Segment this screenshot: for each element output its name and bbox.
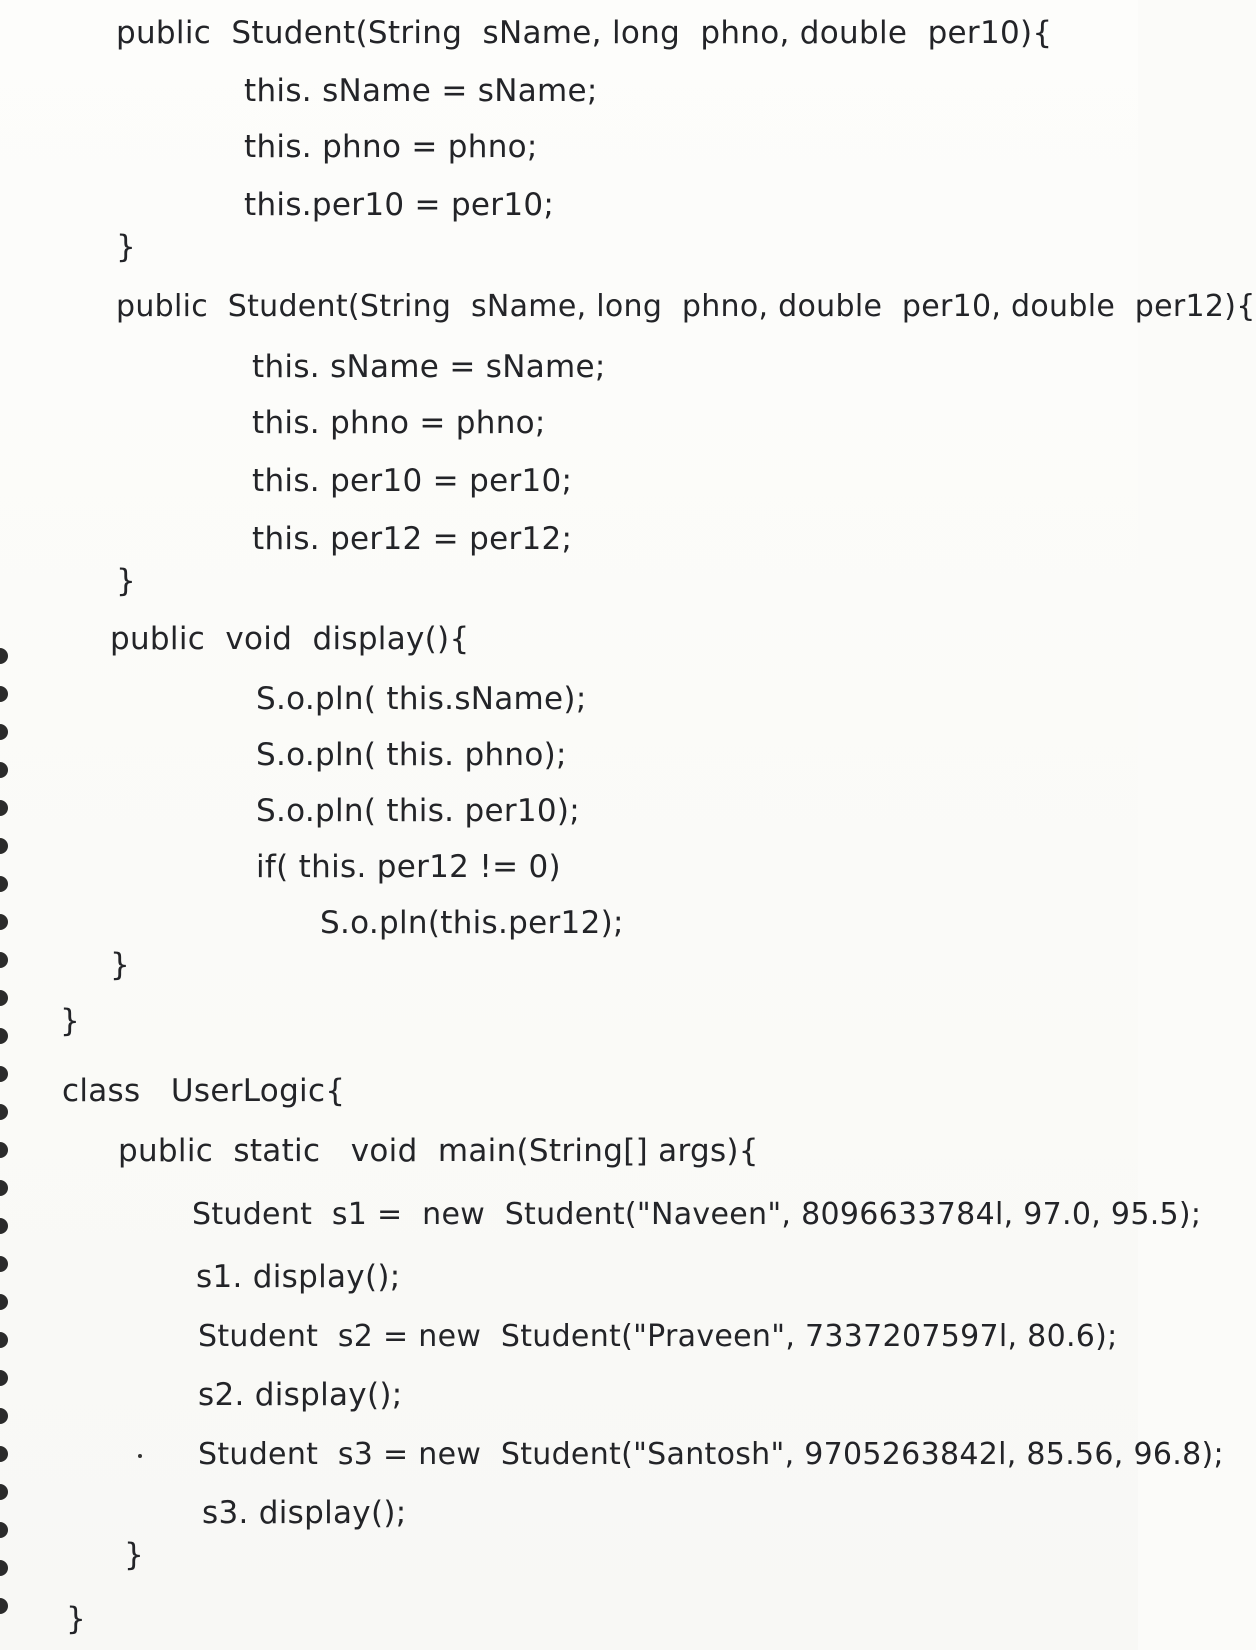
binding-hole-icon [0,724,8,740]
binding-hole-icon [0,914,8,930]
code-line: public static void main(String[] args){ [118,1133,759,1169]
binding-hole-icon [0,1180,8,1196]
code-line: S.o.pln( this. phno); [256,737,567,773]
binding-hole-icon [0,1142,8,1158]
binding-hole-icon [0,1484,8,1500]
stray-pen-mark [138,1454,142,1458]
binding-hole-icon [0,1028,8,1044]
binding-hole-icon [0,1294,8,1310]
binding-hole-icon [0,1522,8,1538]
code-line: S.o.pln( this.sName); [256,681,587,717]
code-line: Student s1 = new Student("Naveen", 8096633784l, 97.0, 95.5); [192,1197,1202,1232]
code-line: this. phno = phno; [252,405,546,441]
code-line: s2. display(); [198,1377,403,1413]
code-line: public void display(){ [110,621,470,657]
code-line: if( this. per12 != 0) [256,849,561,885]
binding-hole-icon [0,800,8,816]
code-line: Student s3 = new Student("Santosh", 9705263842l, 85.56, 96.8); [198,1437,1224,1472]
spiral-binding [0,0,14,1650]
code-line: this. sName = sName; [244,73,598,109]
binding-hole-icon [0,762,8,778]
binding-hole-icon [0,1218,8,1234]
binding-hole-icon [0,1332,8,1348]
binding-hole-icon [0,1104,8,1120]
closing-brace: } [124,1537,145,1573]
binding-hole-icon [0,1256,8,1272]
binding-hole-icon [0,1408,8,1424]
closing-brace: } [66,1601,87,1637]
code-line: class UserLogic{ [62,1073,346,1109]
binding-hole-icon [0,876,8,892]
binding-hole-icon [0,1560,8,1576]
binding-hole-icon [0,686,8,702]
code-line: public Student(String sName, long phno, double per10, double per12){ [116,289,1256,324]
code-line: this. per12 = per12; [252,521,573,557]
binding-hole-icon [0,1370,8,1386]
closing-brace: } [116,563,137,599]
binding-hole-icon [0,1066,8,1082]
code-line: s3. display(); [202,1495,407,1531]
closing-brace: } [110,947,131,983]
closing-brace: } [116,229,137,265]
code-line: Student s2 = new Student("Praveen", 7337207597l, 80.6); [198,1319,1118,1354]
binding-hole-icon [0,648,8,664]
code-line: this.per10 = per10; [244,187,555,223]
code-line: s1. display(); [196,1259,401,1295]
binding-hole-icon [0,990,8,1006]
binding-hole-icon [0,838,8,854]
code-line: public Student(String sName, long phno, double per10){ [116,15,1053,51]
code-line: this. sName = sName; [252,349,606,385]
code-line: S.o.pln( this. per10); [256,793,581,829]
binding-hole-icon [0,952,8,968]
binding-hole-icon [0,1446,8,1462]
code-line: this. phno = phno; [244,129,538,165]
binding-hole-icon [0,1598,8,1614]
code-line: this. per10 = per10; [252,463,573,499]
code-line: S.o.pln(this.per12); [320,905,624,941]
closing-brace: } [60,1003,81,1039]
